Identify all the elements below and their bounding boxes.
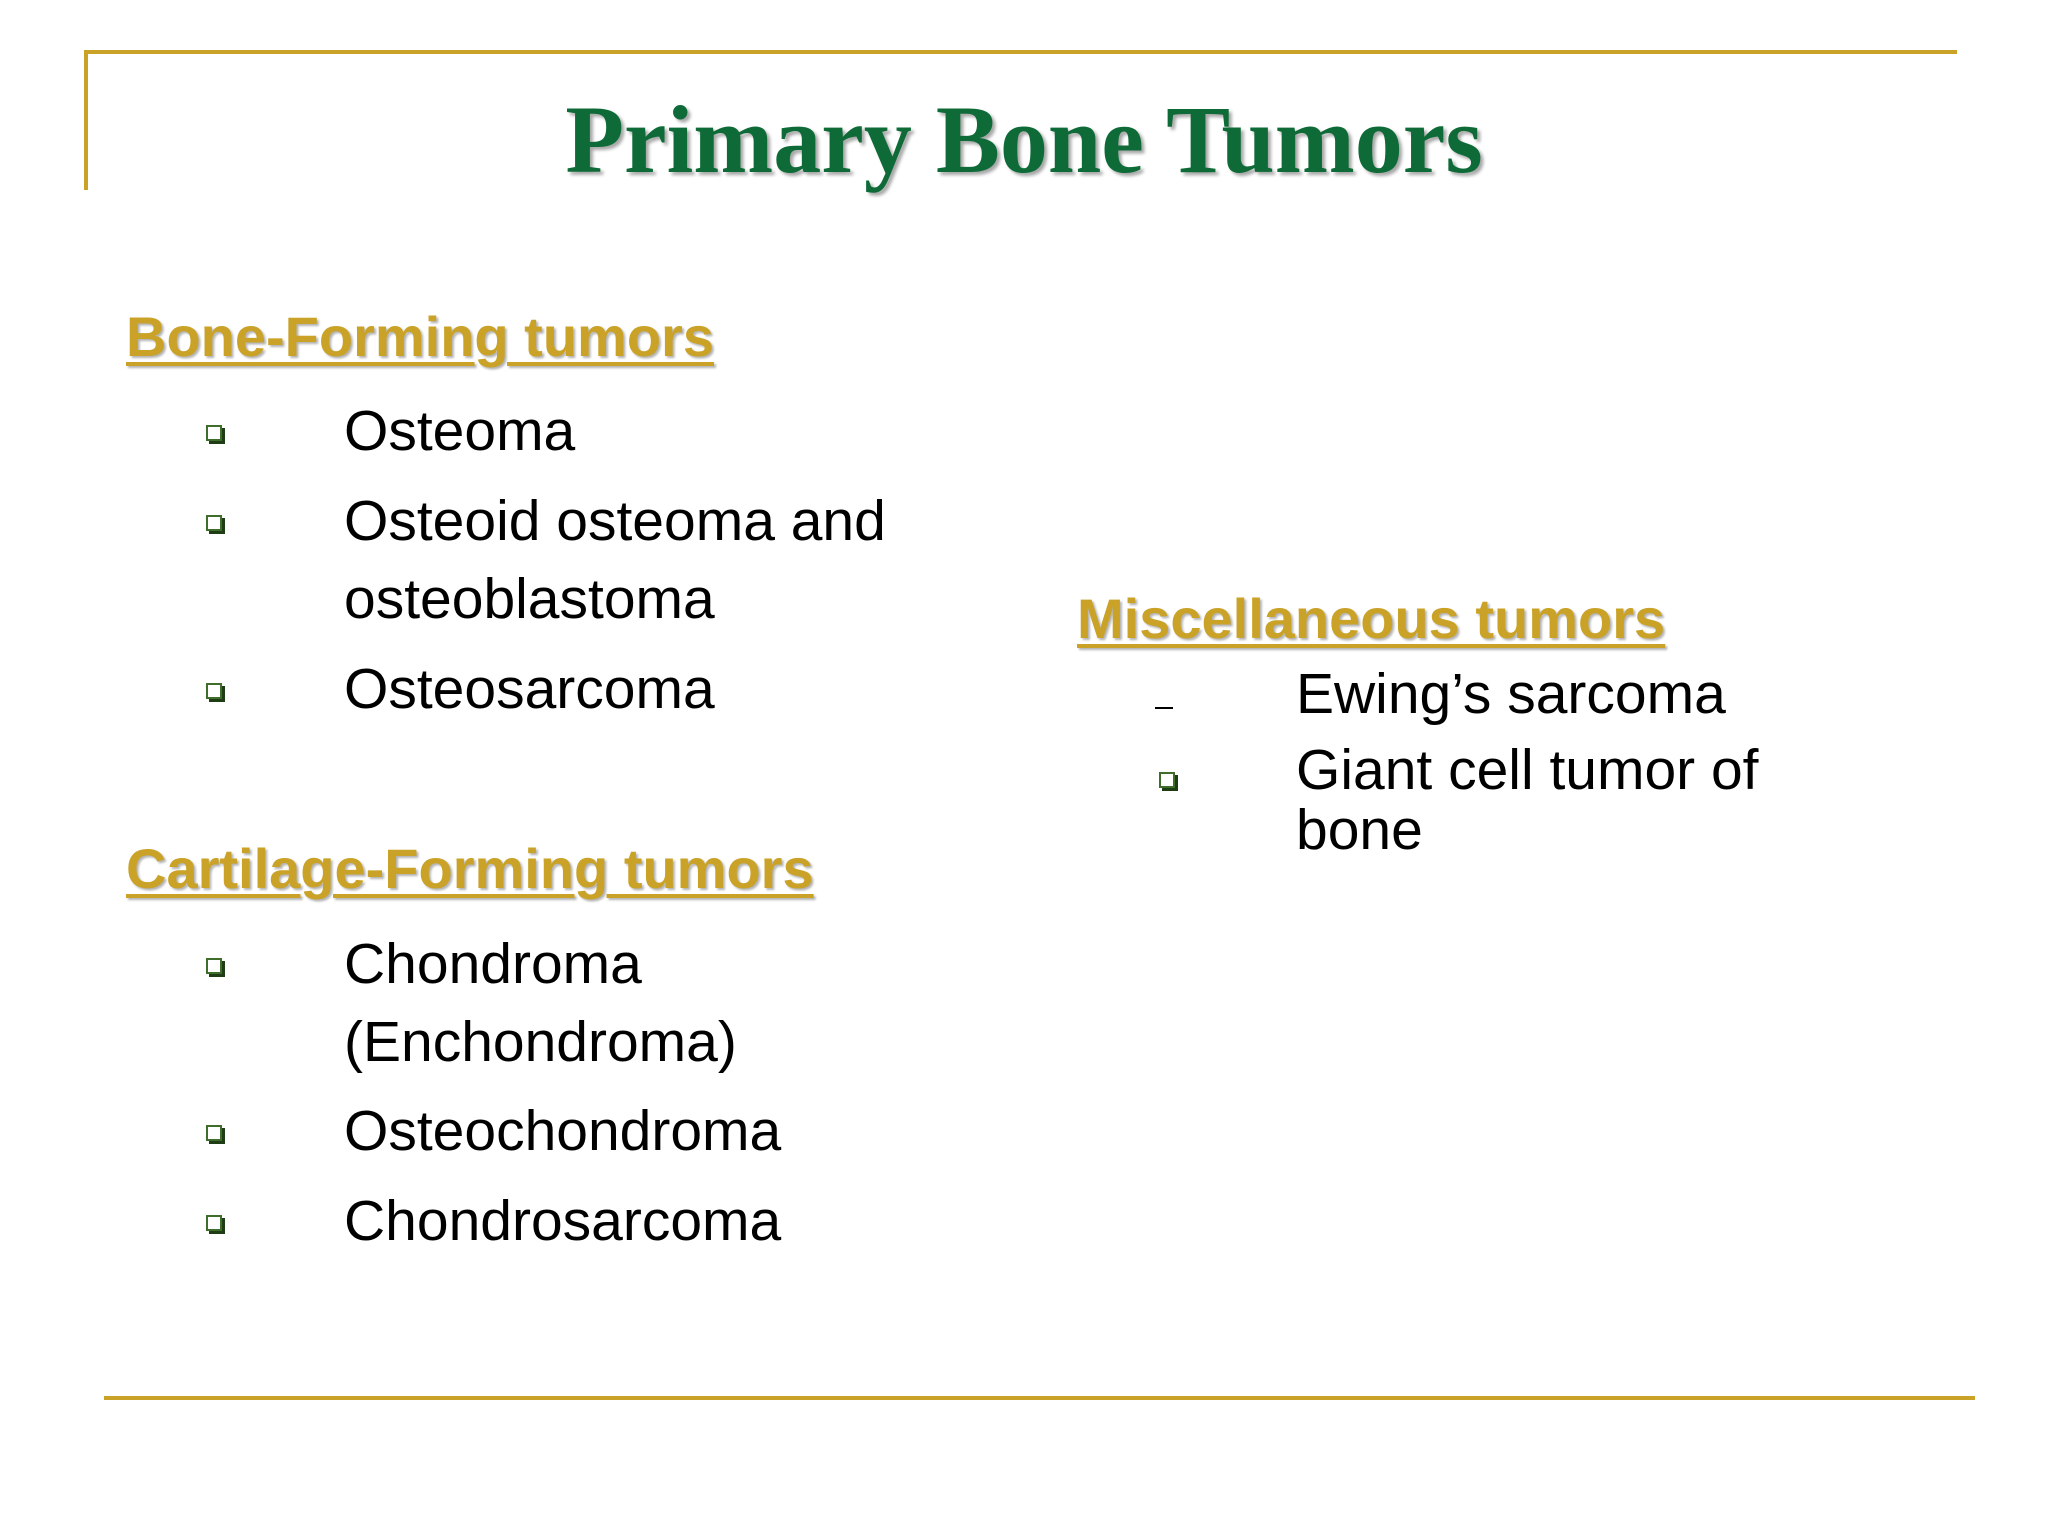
miscellaneous-heading: Miscellaneous tumors xyxy=(1077,587,1666,650)
square-bullet-icon xyxy=(206,683,222,699)
square-bullet-icon xyxy=(1159,772,1175,788)
list-item-continuation: (Enchondroma) xyxy=(344,1010,737,1074)
list-item-continuation: bone xyxy=(1296,798,1423,862)
frame-bottom-rule xyxy=(104,1396,1975,1400)
bone-forming-heading: Bone-Forming tumors xyxy=(126,305,714,368)
list-item: Chondroma xyxy=(344,932,642,996)
square-bullet-icon xyxy=(206,425,222,441)
list-item: Osteoma xyxy=(344,399,576,463)
dash-bullet-icon xyxy=(1155,707,1173,709)
slide-title: Primary Bone Tumors xyxy=(565,86,1483,193)
square-bullet-icon xyxy=(206,1215,222,1231)
square-bullet-icon xyxy=(206,958,222,974)
list-item: Chondrosarcoma xyxy=(344,1189,782,1253)
list-item: Osteoid osteoma and xyxy=(344,489,886,553)
square-bullet-icon xyxy=(206,515,222,531)
list-item: Osteosarcoma xyxy=(344,657,715,721)
list-item: Giant cell tumor of xyxy=(1296,738,1759,802)
list-item: Osteochondroma xyxy=(344,1099,782,1163)
square-bullet-icon xyxy=(206,1125,222,1141)
list-item: Ewing’s sarcoma xyxy=(1296,662,1726,726)
frame-top-rule xyxy=(84,50,1957,54)
cartilage-forming-heading: Cartilage-Forming tumors xyxy=(126,837,814,900)
list-item-continuation: osteoblastoma xyxy=(344,567,715,631)
